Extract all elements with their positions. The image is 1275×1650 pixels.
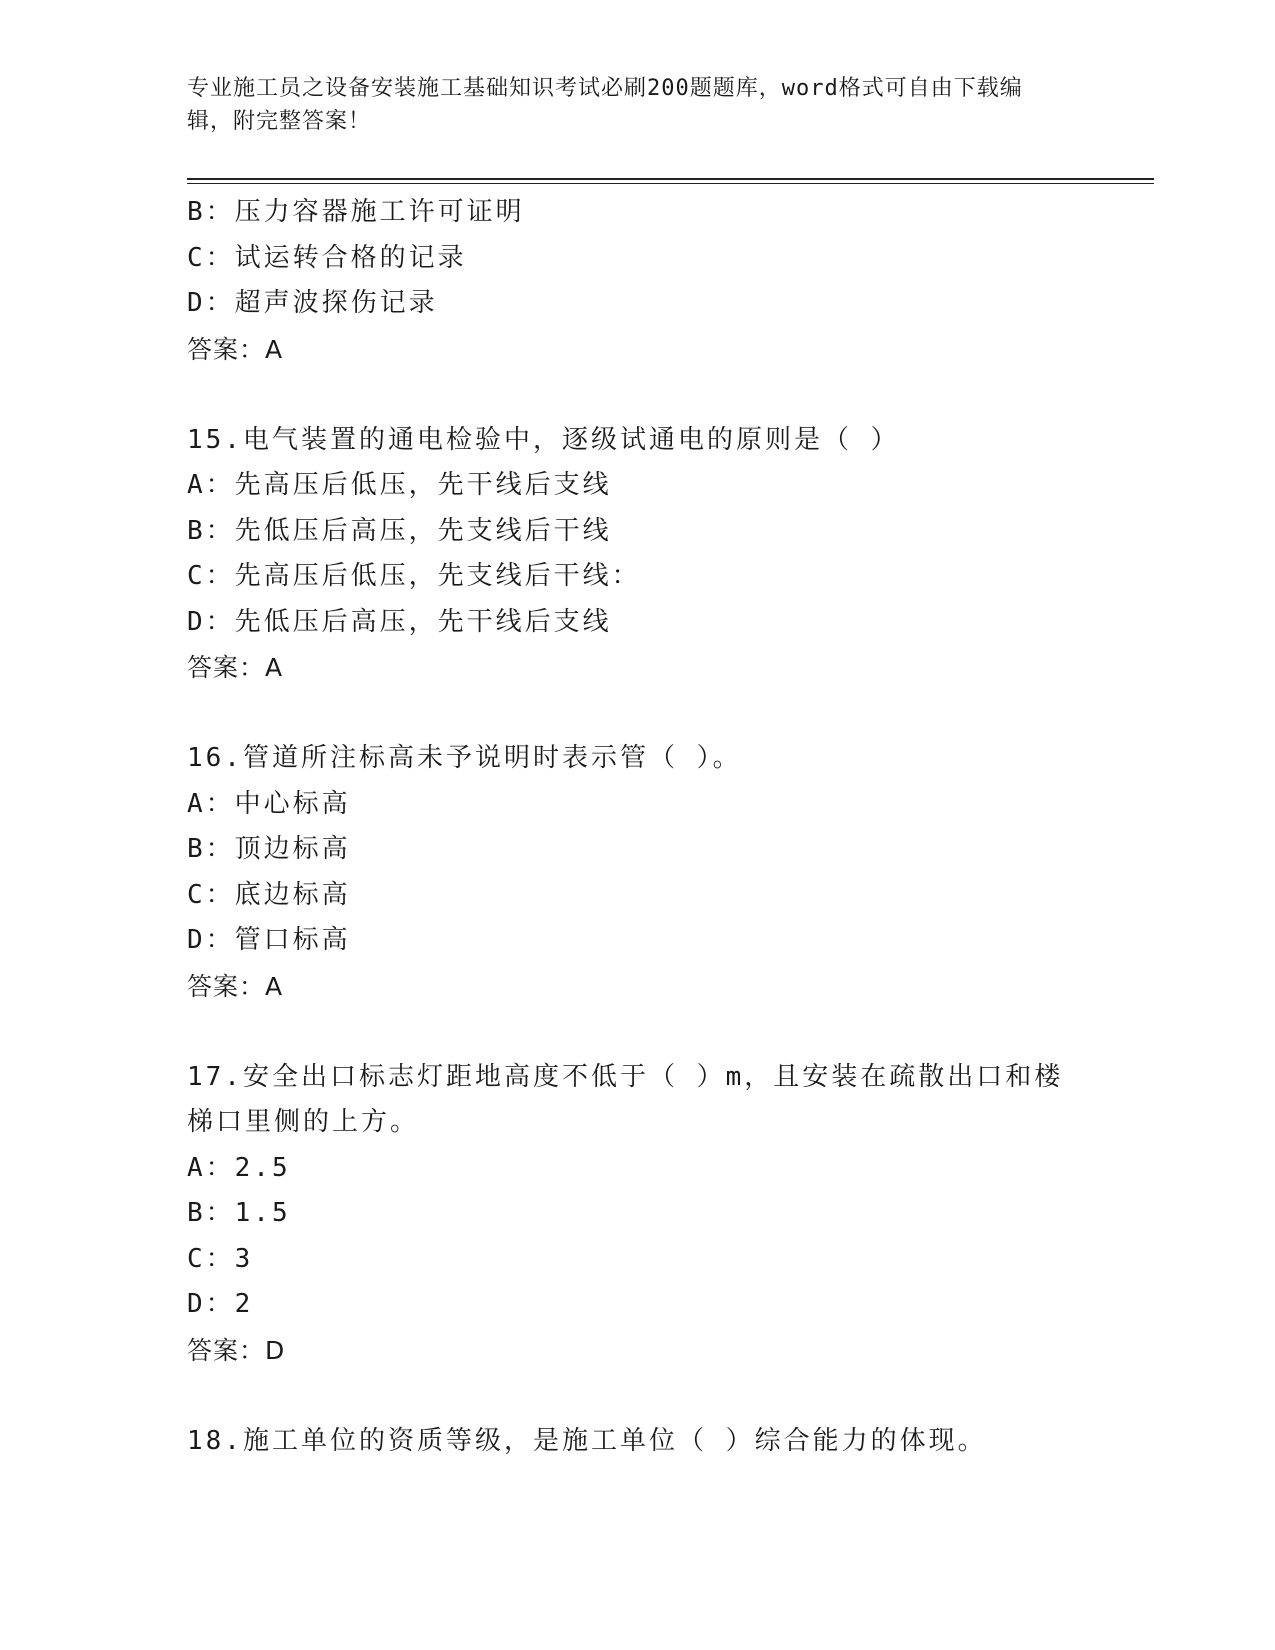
option-d: D：2 xyxy=(187,1289,254,1319)
answer: 答案：D xyxy=(187,1335,286,1365)
answer: 答案：A xyxy=(187,971,284,1001)
option-a: A：2.5 xyxy=(187,1152,291,1183)
header-divider xyxy=(187,178,1154,180)
option-c: C：3 xyxy=(187,1243,254,1274)
answer: 答案：A xyxy=(187,653,284,682)
question-stem: 17.安全出口标志灯距地高度不低于（ ）m，且安装在疏散出口和楼梯口里侧的上方。 xyxy=(187,1061,1064,1137)
option-a: A：中心标高 xyxy=(187,788,351,819)
header-divider-thin xyxy=(187,183,1154,184)
option-a: A：先高压后低压，先干线后支线 xyxy=(187,470,612,500)
option-b: B：先低压后高压，先支线后干线 xyxy=(187,515,612,546)
question-15 xyxy=(187,418,1087,691)
question-16 xyxy=(187,736,1087,1009)
question-18 xyxy=(187,1419,1087,1465)
answer: 答案：A xyxy=(187,334,284,364)
question-14 xyxy=(187,190,1087,372)
option-c: C：先高压后低压，先支线后干线： xyxy=(187,561,641,591)
question-stem: 18.施工单位的资质等级，是施工单位（ ）综合能力的体现。 xyxy=(187,1425,987,1456)
option-d: D：先低压后高压，先干线后支线 xyxy=(187,606,612,637)
question-17 xyxy=(187,1055,1087,1374)
document-header: 专业施工员之设备安装施工基础知识考试必刷200题题库，word格式可自由下载编辑，附完整答案！ xyxy=(187,76,1023,134)
option-d: D：超声波探伤记录 xyxy=(187,288,438,318)
option-c: C：试运转合格的记录 xyxy=(187,242,467,273)
question-stem: 15.电气装置的通电检验中，逐级试通电的原则是（ ） xyxy=(187,424,900,455)
option-d: D：管口标高 xyxy=(187,925,351,955)
option-b: B：1.5 xyxy=(187,1198,291,1228)
option-c: C：底边标高 xyxy=(187,879,351,910)
question-list xyxy=(187,190,1087,1464)
question-stem: 16.管道所注标高未予说明时表示管（ ）。 xyxy=(187,743,742,773)
option-b: B：顶边标高 xyxy=(187,834,351,864)
option-b: B：压力容器施工许可证明 xyxy=(187,197,525,227)
